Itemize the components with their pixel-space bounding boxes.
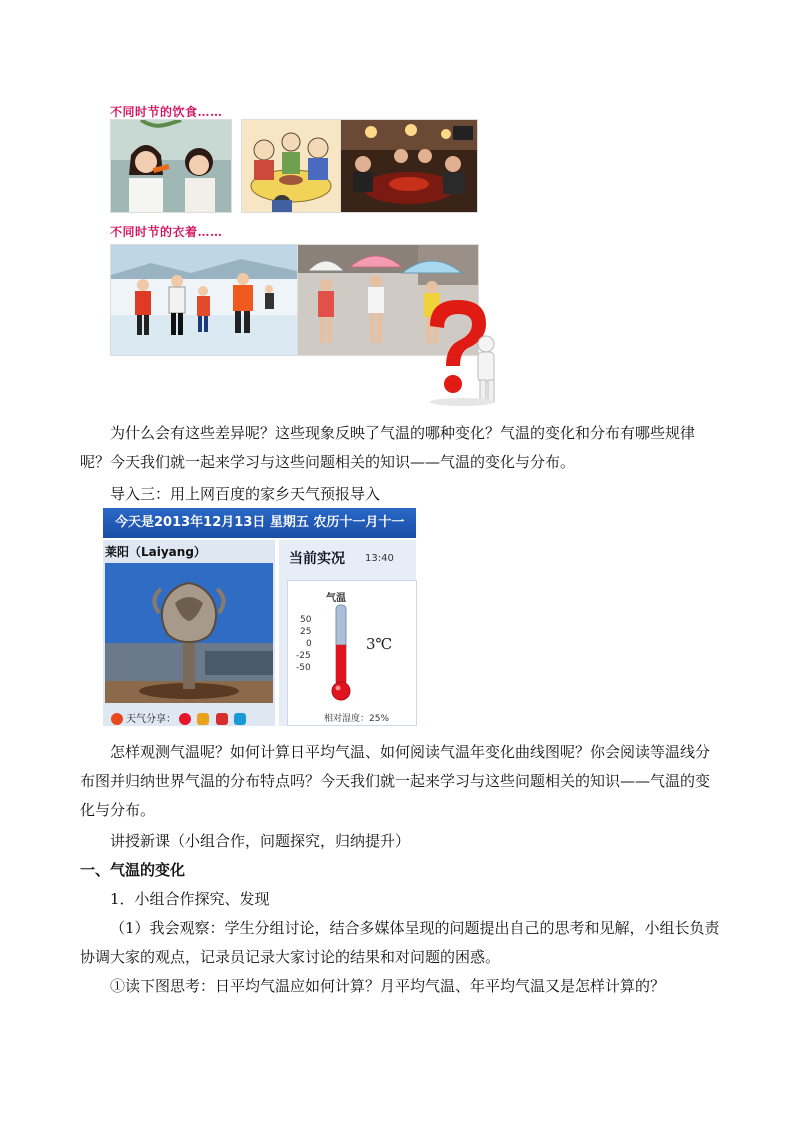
weibo-icon[interactable]: [179, 713, 191, 725]
current-title: 当前实况: [289, 551, 345, 567]
step-one-observe: （1）我会观察：学生分组讨论，结合多媒体呈现的问题提出自己的思考和见解，小组长负责协调大家的观点，记录员记录大家讨论的结果和对问题的困惑。: [80, 919, 720, 966]
clothing-caption: 不同时节的衣着……: [110, 225, 223, 239]
photo-cartoon-dinner: [241, 119, 341, 213]
photo-girls-eating: [110, 119, 232, 213]
weather-widget: [103, 508, 416, 726]
question-mark-icon: [420, 296, 504, 408]
share-plus-icon[interactable]: [111, 713, 123, 725]
photo-hotpot-restaurant: [340, 119, 478, 213]
temperature-card: [287, 580, 417, 726]
weather-date-bar: 今天是2013年12月13日 星期五 农历十一月十一: [103, 508, 416, 538]
tick-0: 0: [306, 639, 312, 649]
tick-25: 25: [300, 627, 312, 637]
qzone-icon[interactable]: [234, 713, 246, 725]
photo-hotpot-restaurant-art: [341, 120, 477, 212]
weather-share-row: [111, 710, 249, 725]
step-one-heading: 1．小组合作探究、发现: [110, 890, 270, 908]
thermometer-ticks: [296, 615, 330, 685]
city-landmark-photo: [105, 563, 273, 703]
food-caption: 不同时节的饮食……: [110, 105, 223, 119]
current-temperature: 3℃: [366, 635, 393, 653]
tick-50: 50: [300, 615, 312, 625]
tick-minus-25: -25: [296, 651, 311, 661]
photo-girls-eating-art: [111, 120, 231, 212]
tencent-icon[interactable]: [197, 713, 209, 725]
photo-skiers-art: [111, 245, 297, 355]
photo-skiers: [110, 244, 298, 356]
paragraph-how-to-observe: 怎样观测气温呢？如何计算日平均气温、如何阅读气温年变化曲线图呢？你会阅读等温线分布图并归纳世界气温的分布特点吗？今天我们就一起来学习与这些问题相关的知识——气温的变化与分布。: [80, 743, 711, 819]
section-heading-temperature-change: 一、气温的变化: [80, 861, 186, 879]
intro-three-heading: 导入三：用上网百度的家乡天气预报导入: [110, 485, 381, 503]
city-name: 莱阳（Laiyang）: [105, 545, 206, 559]
temperature-label: 气温: [326, 593, 346, 604]
current-time: 13:40: [365, 553, 394, 564]
question-average-temperature: ①读下图思考：日平均气温应如何计算？月平均气温、年平均气温又是怎样计算的？: [110, 977, 666, 995]
question-mark-figure: [420, 296, 504, 408]
weather-city-panel: [103, 540, 275, 726]
renren-icon[interactable]: [216, 713, 228, 725]
thermometer-icon: [328, 603, 354, 703]
weather-share-label: 天气分享：: [126, 714, 176, 725]
photo-cartoon-dinner-art: [242, 120, 340, 212]
weather-current-panel: [279, 540, 416, 726]
new-lesson-line: 讲授新课（小组合作，问题探究，归纳提升）: [110, 832, 411, 850]
city-landmark-photo-art: [105, 563, 273, 703]
relative-humidity: 相对湿度：25%: [324, 714, 390, 724]
paragraph-intro-questions: 为什么会有这些差异呢？这些现象反映了气温的哪种变化？气温的变化和分布有哪些规律呢？今天我们就一起来学习与这些问题相关的知识——气温的变化与分布。: [80, 424, 696, 471]
tick-minus-50: -50: [296, 663, 311, 673]
